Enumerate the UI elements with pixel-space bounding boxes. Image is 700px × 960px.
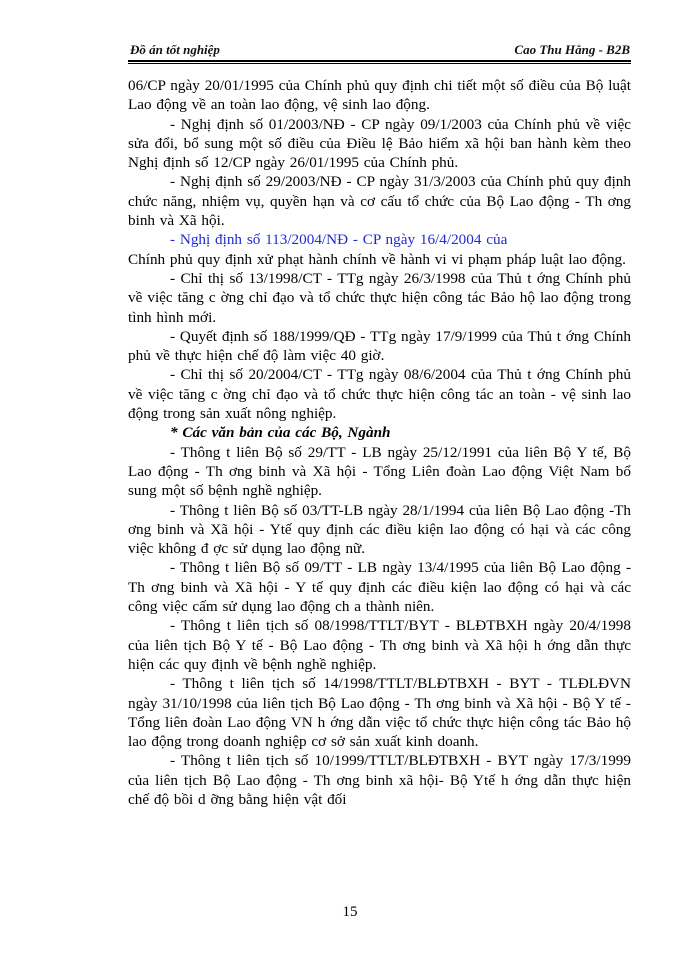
paragraph: - Chỉ thị số 13/1998/CT - TTg ngày 26/3/1998 của Thủ t ớng Chính phủ về việc tăng c ờng chỉ đạo và tổ chức thực hiện công tác Bảo hộ lao động trong tình hình mới. xyxy=(128,269,631,326)
page-header xyxy=(130,40,630,60)
paragraph-highlighted: - Nghị định số 113/2004/NĐ - CP ngày 16/4/2004 của xyxy=(170,231,508,249)
paragraph: - Nghị định số 01/2003/NĐ - CP ngày 09/1/2003 của Chính phủ về việc sửa đổi, bổ sung một số điều của Điều lệ Bảo hiểm xã hội ban hành kèm theo Nghị định số 12/CP ngày 26/01/1995 của Chính phủ. xyxy=(128,115,631,172)
paragraph: - Nghị định số 29/2003/NĐ - CP ngày 31/3/2003 của Chính phủ quy định chức năng, nhiệm vụ, quyền hạn và cơ cấu tổ chức của Bộ Lao động - Th ơng binh và Xã hội. xyxy=(128,173,631,230)
paragraph: - Thông t liên tịch số 08/1998/TTLT/BYT - BLĐTBXH ngày 20/4/1998 của liên tịch Bộ Y tế - Bộ Lao động - Th ơng binh và Xã hội h ớng dẫn thực hiện các quy định về bệnh nghề nghiệp. xyxy=(128,617,631,673)
header-thesis-label: Đồ án tốt nghiệp xyxy=(130,42,220,57)
paragraph: - Thông t liên Bộ số 29/TT - LB ngày 25/12/1991 của liên Bộ Y tế, Bộ Lao động - Th ơng binh và Xã hội - Tổng Liên đoàn Lao động Việt Nam bổ sung một số bệnh nghề nghiệp. xyxy=(128,443,631,500)
body-text xyxy=(128,76,631,809)
paragraph: - Thông t liên tịch số 14/1998/TTLT/BLĐTBXH - BYT - TLĐLĐVN ngày 31/10/1998 của liên tịch Bộ Lao động - Th ơng binh và Xã hội - Bộ Y tế - Tổng liên đoàn Lao động VN h ớng dẫn việc tổ chức thực hiện công tác Bảo hộ lao động trong doanh nghiệp cơ sở sản xuất kinh doanh. xyxy=(128,675,631,751)
section-subheading: * Các văn bản của các Bộ, Ngành xyxy=(170,424,391,442)
paragraph: - Quyết định số 188/1999/QĐ - TTg ngày 17/9/1999 của Thủ t ớng Chính phủ về thực hiện chế độ làm việc 40 giờ. xyxy=(128,327,631,365)
paragraph: - Thông t liên tịch số 10/1999/TTLT/BLĐTBXH - BYT ngày 17/3/1999 của liên tịch Bộ Lao động - Th ơng binh xã hội- Bộ Ytế h ớng dẫn thực hiện chế độ bồi d ỡng bằng hiện vật đối xyxy=(128,752,631,808)
paragraph: 06/CP ngày 20/01/1995 của Chính phủ quy định chi tiết một số điều của Bộ luật Lao động về an toàn lao động, vệ sinh lao động. xyxy=(128,77,631,114)
paragraph: Chính phủ quy định xử phạt hành chính về hành vi vi phạm pháp luật lao động. xyxy=(128,250,626,268)
header-author-name: Cao Thu Hằng - B2B xyxy=(514,42,630,57)
page-number: 15 xyxy=(342,904,358,920)
paragraph: - Chỉ thị số 20/2004/CT - TTg ngày 08/6/2004 của Thủ t ớng Chính phủ về việc tăng c ờng chỉ đạo và tổ chức thực hiện công tác an toàn - vệ sinh lao động trong sản xuất nông nghiệp. xyxy=(128,366,631,423)
paragraph: - Thông t liên Bộ số 09/TT - LB ngày 13/4/1995 của liên Bộ Lao động - Th ơng binh và Xã hội - Y tế quy định các điều kiện lao động có hại và các công việc cấm sử dụng lao động ch a thành niên. xyxy=(128,559,631,616)
paragraph: - Thông t liên Bộ số 03/TT-LB ngày 28/1/1994 của liên Bộ Lao động -Th ơng binh và Xã hội - Ytế quy định các điều kiện lao động có hại và các công việc không đ ợc sử dụng lao động nữ. xyxy=(128,501,631,558)
header-rule xyxy=(128,60,631,64)
